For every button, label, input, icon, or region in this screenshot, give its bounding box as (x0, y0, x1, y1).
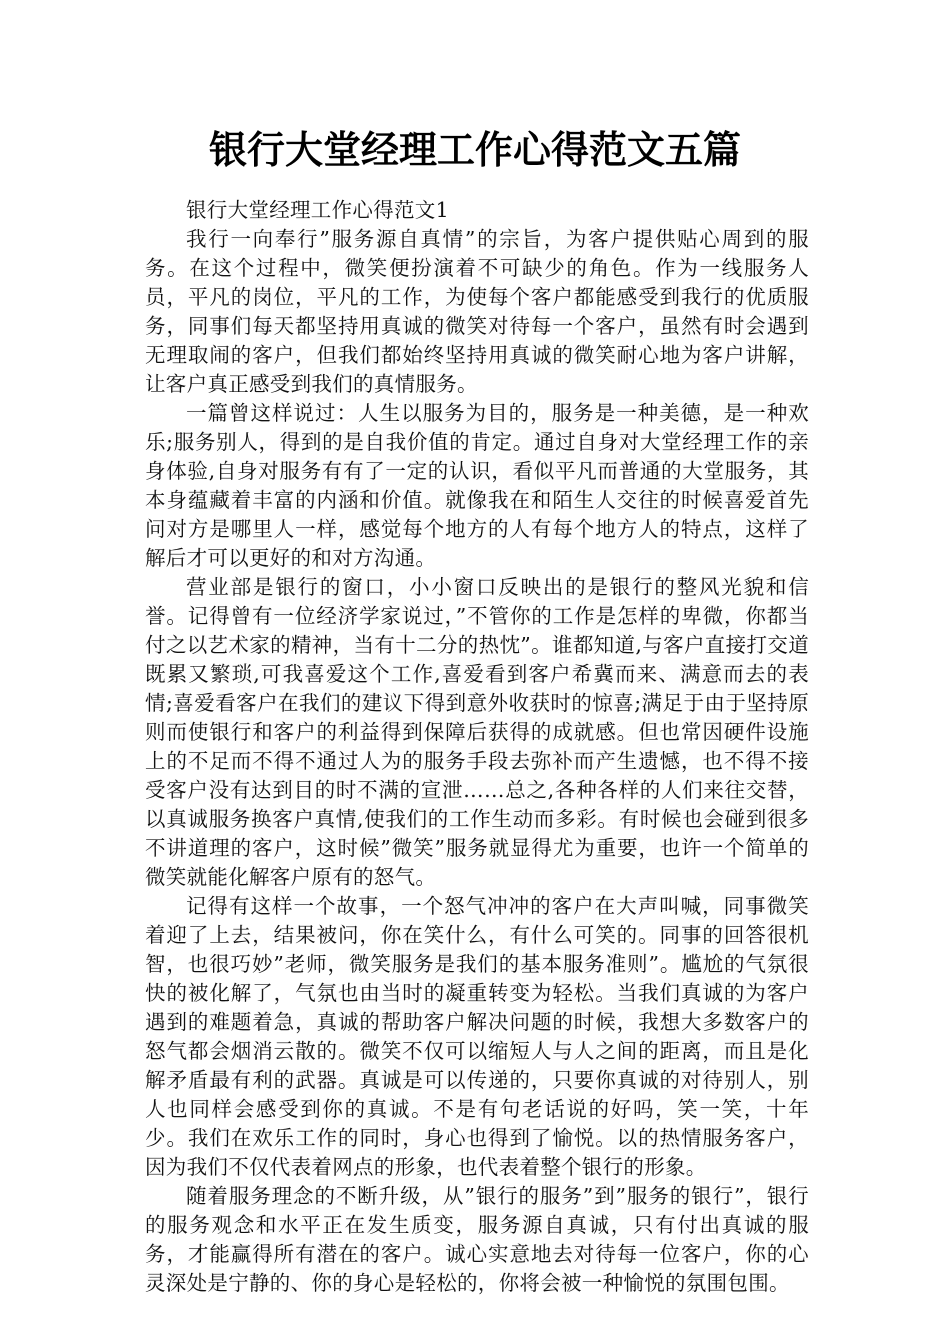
paragraph: 随着服务理念的不断升级，从”银行的服务”到”服务的银行”，银行的服务观念和水平正在发生质变，服务源自真诚，只有付出真诚的服务，才能赢得所有潜在的客户。诚心实意地去对待每一位客户，你的心灵深处是宁静的、你的身心是轻松的，你将会被一种愉悦的氛围包围。 (145, 1184, 809, 1295)
paragraph: 营业部是银行的窗口，小小窗口反映出的是银行的整风光貌和信誉。记得曾有一位经济学家说过，”不管你的工作是怎样的卑微，你都当付之以艺术家的精神，当有十二分的热忱”。谁都知道,与客户直接打交道既累又繁琐,可我喜爱这个工作,喜爱看到客户希冀而来、满意而去的表情;喜爱看客户在我们的建议下得到意外收获时的惊喜;满足于由于坚持原则而使银行和客户的利益得到保障后获得的成就感。但也常因硬件设施上的不足而不得不通过人为的服务手段去弥补而产生遗憾，也不得不接受客户没有达到目的时不满的宣泄……总之,各种各样的人们来往交替，以真诚服务换客户真情,使我们的工作生动而多彩。有时候也会碰到很多不讲道理的客户，这时候”微笑”服务就显得尤为重要，也许一个简单的微笑就能化解客户原有的怒气。 (145, 575, 809, 889)
paragraph: 记得有这样一个故事，一个怒气冲冲的客户在大声叫喊，同事微笑着迎了上去，结果被问，你在笑什么，有什么可笑的。同事的回答很机智，也很巧妙”老师，微笑服务是我们的基本服务准则”。尴尬的气氛很快的被化解了，气氛也由当时的凝重转变为轻松。当我们真诚的为客户遇到的难题着急，真诚的帮助客户解决问题的时候，我想大多数客户的怒气都会烟消云散的。微笑不仅可以缩短人与人之间的距离，而且是化解矛盾最有利的武器。真诚是可以传递的，只要你真诚的对待别人，别人也同样会感受到你的真诚。不是有句老话说的好吗，笑一笑，十年少。我们在欢乐工作的同时，身心也得到了愉悦。以的热情服务客户，因为我们不仅代表着网点的形象，也代表着整个银行的形象。 (145, 894, 809, 1179)
document-title: 银行大堂经理工作心得范文五篇 (208, 128, 741, 172)
section-heading: 银行大堂经理工作心得范文1 (186, 198, 449, 222)
document-body (145, 196, 809, 1298)
paragraph: 我行一向奉行”服务源自真情”的宗旨，为客户提供贴心周到的服务。在这个过程中，微笑便扮演着不可缺少的角色。作为一线服务人员，平凡的岗位，平凡的工作，为使每个客户都能感受到我行的优质服务，同事们每天都坚持用真诚的微笑对待每一个客户，虽然有时会遇到无理取闹的客户，但我们都始终坚持用真诚的微笑耐心地为客户讲解，让客户真正感受到我们的真情服务。 (145, 227, 809, 396)
paragraph: 一篇曾这样说过：人生以服务为目的，服务是一种美德，是一种欢乐;服务别人，得到的是自我价值的肯定。通过自身对大堂经理工作的亲身体验,自身对服务有有了一定的认识，看似平凡而普通的大堂服务，其本身蕴藏着丰富的内涵和价值。就像我在和陌生人交往的时候喜爱首先问对方是哪里人一样，感觉每个地方的人有每个地方人的特点，这样了解后才可以更好的和对方沟通。 (145, 401, 809, 570)
